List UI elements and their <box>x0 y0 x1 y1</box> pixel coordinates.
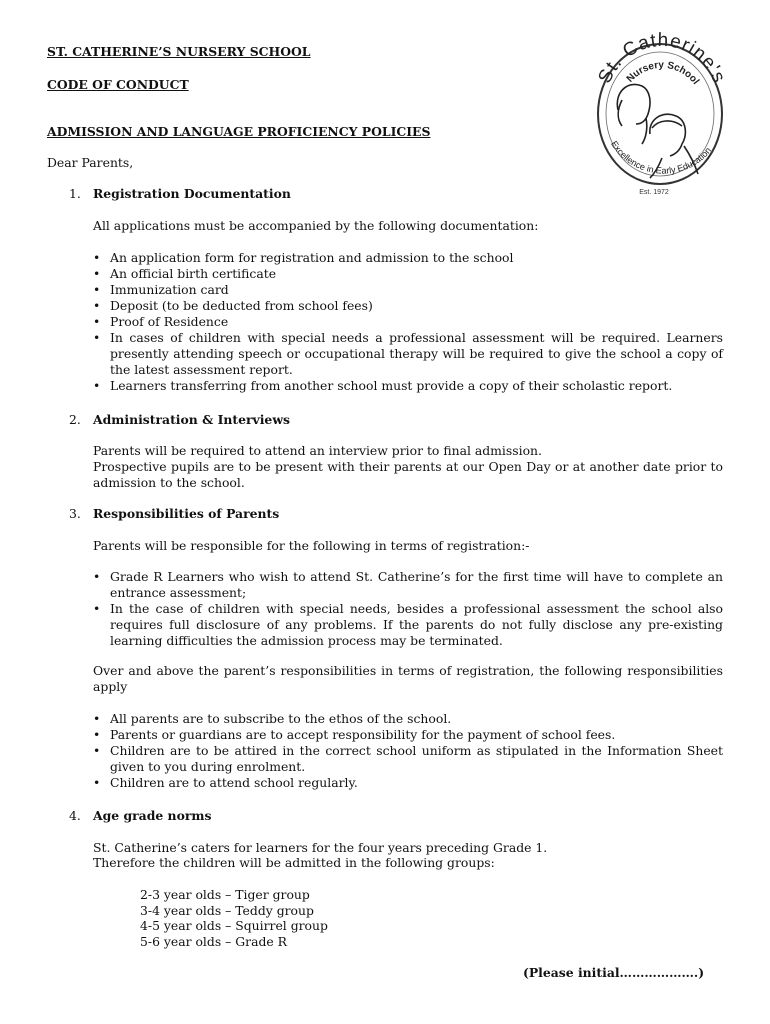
list-item: • Children are to be attired in the correct school uniform as stipulated in the Information Sheet given to you during enrolment. <box>93 743 723 775</box>
section-number: 4. <box>69 808 81 823</box>
list-item: • All parents are to subscribe to the ethos of the school. <box>93 711 723 727</box>
list-item: • Learners transferring from another school must provide a copy of their scholastic report. <box>93 378 723 394</box>
section-3-heading <box>69 506 279 522</box>
section-2-heading <box>69 412 290 428</box>
code-of-conduct-heading: CODE OF CONDUCT <box>47 77 189 92</box>
section-3-list-2 <box>93 711 723 791</box>
section-title: Administration & Interviews <box>93 412 290 427</box>
list-item: • In cases of children with special needs a professional assessment will be required. Learners presently attending speech or occupational therapy will be required to give the school a copy of the latest assessment report. <box>93 330 723 378</box>
section-2-line-1: Parents will be required to attend an interview prior to final admission. <box>93 443 542 458</box>
school-name-heading: ST. CATHERINE’S NURSERY SCHOOL <box>47 44 311 59</box>
logo-bottom-text: Excellence in Early Education <box>609 139 714 176</box>
section-number: 2. <box>69 412 81 427</box>
section-4-line-1: St. Catherine’s caters for learners for the four years preceding Grade 1. <box>93 840 548 855</box>
girl-icon <box>617 84 650 144</box>
logo-established: Est. 1972 <box>639 189 669 196</box>
section-4-line-2: Therefore the children will be admitted in the following groups: <box>93 855 495 870</box>
list-item: • Grade R Learners who wish to attend St. Catherine’s for the first time will have to complete an entrance assessment; <box>93 569 723 601</box>
section-title: Age grade norms <box>93 808 212 823</box>
school-logo <box>588 22 732 202</box>
section-3-middle: Over and above the parent’s responsibilities in terms of registration, the following responsibilities apply <box>93 663 723 694</box>
section-number: 1. <box>69 186 81 201</box>
section-3-intro: Parents will be responsible for the following in terms of registration:- <box>93 538 530 553</box>
section-title: Registration Documentation <box>93 186 291 201</box>
list-item: • An application form for registration and admission to the school <box>93 250 723 266</box>
svg-text:Nursery School <box>625 60 701 87</box>
list-item: • Proof of Residence <box>93 314 723 330</box>
age-group: 4-5 year olds – Squirrel group <box>140 918 328 933</box>
age-group: 3-4 year olds – Teddy group <box>140 903 314 918</box>
section-1-heading <box>69 186 291 202</box>
list-item: • An official birth certificate <box>93 266 723 282</box>
section-2-line-2: Prospective pupils are to be present with their parents at our Open Day or at another date prior to admission to the school. <box>93 459 723 490</box>
section-title: Responsibilities of Parents <box>93 506 280 521</box>
list-item: • In the case of children with special needs, besides a professional assessment the school also requires full disclosure of any problems. If the parents do not fully disclose any pre-existing learning difficulties the admission process may be terminated. <box>93 601 723 649</box>
section-1-intro: All applications must be accompanied by the following documentation: <box>93 218 539 233</box>
greeting: Dear Parents, <box>47 155 134 170</box>
policies-heading: ADMISSION AND LANGUAGE PROFICIENCY POLICIES <box>47 124 431 139</box>
age-group: 2-3 year olds – Tiger group <box>140 887 310 902</box>
list-item: • Parents or guardians are to accept responsibility for the payment of school fees. <box>93 727 723 743</box>
section-1-list <box>93 250 723 394</box>
section-number: 3. <box>69 506 81 521</box>
list-item: • Immunization card <box>93 282 723 298</box>
logo-top-text: St. Catherine's <box>594 29 730 87</box>
svg-text:St. Catherine's <box>594 30 729 87</box>
list-item: • Children are to attend school regularly. <box>93 775 723 791</box>
logo-sub-text: Nursery School <box>624 59 702 87</box>
section-4-heading <box>69 808 211 824</box>
list-item: • Deposit (to be deducted from school fees) <box>93 298 723 314</box>
section-3-list <box>93 569 723 649</box>
initial-prompt: (Please initial……………….) <box>523 965 705 980</box>
age-group: 5-6 year olds – Grade R <box>140 934 287 949</box>
